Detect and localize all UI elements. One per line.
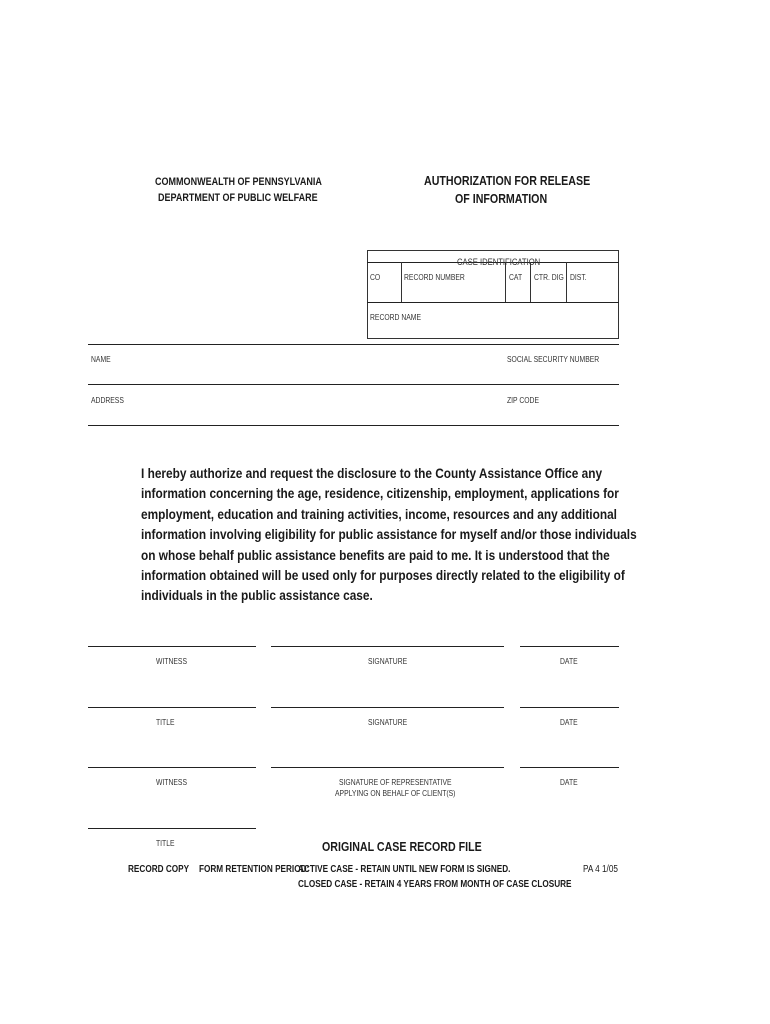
date-label-wrap-3 [560,772,581,790]
signature-label-1: SIGNATURE [368,657,408,666]
co-field[interactable] [370,267,382,285]
title-line-1: AUTHORIZATION FOR RELEASE [424,173,591,188]
address-bottom-line [88,425,619,426]
signature-line-2[interactable] [271,707,504,708]
agency-line-1: COMMONWEALTH OF PENNSYLVANIA [155,176,322,188]
signature-label-2: SIGNATURE [368,718,408,727]
title-line-row2[interactable] [88,707,256,708]
name-top-line [88,344,619,345]
zip-field[interactable] [507,390,545,408]
date-line-2[interactable] [520,707,619,708]
ctr-dig-field[interactable] [534,267,569,285]
title-label-wrap-2 [156,712,178,730]
original-file-wrap [322,838,517,856]
closed-case-wrap [298,874,632,892]
date-label-3: DATE [560,778,578,787]
witness-line-1[interactable] [88,646,256,647]
zip-label: ZIP CODE [507,396,539,405]
record-number-field[interactable] [404,267,476,285]
address-label: ADDRESS [91,396,124,405]
record-copy-wrap [128,859,202,877]
statement-line-4: information involving eligibility for public assistance for myself and/or those individuals [141,527,637,544]
original-case-record-file: ORIGINAL CASE RECORD FILE [322,839,482,854]
dist-field[interactable] [570,267,590,285]
retention-period-label: FORM RETENTION PERIOD: [199,864,310,875]
statement-line-3: employment, education and training activities, income, resources and any additional [141,506,617,523]
title-line-row4[interactable] [88,828,256,829]
form-title-2 [455,190,567,208]
department-name [158,188,353,206]
date-line-3[interactable] [520,767,619,768]
record-name-field[interactable] [370,307,430,325]
co-label: CO [370,273,381,282]
representative-label-line-2: APPLYING ON BEHALF OF CLIENT(S) [335,789,456,798]
col-divider-co [401,262,402,302]
record-name-label: RECORD NAME [370,313,422,322]
witness-label-1: WITNESS [156,657,187,666]
witness-line-3[interactable] [88,767,256,768]
title-label-2: TITLE [156,718,175,727]
signature-label-wrap-1 [368,651,414,669]
cat-label: CAT [509,273,523,282]
address-field[interactable] [91,390,130,408]
record-number-label: RECORD NUMBER [404,273,465,282]
signature-line-1[interactable] [271,646,504,647]
statement-line-1: I hereby authorize and request the disclosure to the County Assistance Office any [141,466,603,482]
ssn-field[interactable] [507,349,615,367]
date-label-wrap-2 [560,712,581,730]
statement-line-6: information obtained will be used only for purposes directly related to the eligibility of [141,568,625,585]
authorization-statement [141,464,637,607]
form-id: PA 4 1/05 [583,864,618,875]
agency-line-2: DEPARTMENT OF PUBLIC WELFARE [158,192,318,204]
rep-label-wrap-2 [335,783,477,801]
form-title [424,172,627,190]
date-line-1[interactable] [520,646,619,647]
witness-label-3: WITNESS [156,778,187,787]
address-top-line [88,384,619,385]
signature-label-wrap-2 [368,712,414,730]
form-id-wrap [583,859,626,877]
name-field[interactable] [91,349,114,367]
dist-label: DIST. [570,273,587,282]
ssn-label: SOCIAL SECURITY NUMBER [507,355,600,364]
closed-case-note: CLOSED CASE - RETAIN 4 YEARS FROM MONTH OF CASE CLOSURE [298,879,572,890]
record-copy: RECORD COPY [128,864,190,875]
title-label-wrap-4 [156,833,178,851]
statement-line-5: on whose behalf public assistance benefits are paid to me. It is understood that the [141,547,610,564]
statement-line-2: information concerning the age, residence, citizenship, employment, applications for [141,486,619,503]
date-label-2: DATE [560,718,578,727]
title-label-4: TITLE [156,839,175,848]
record-number-divider [367,302,619,303]
statement-line-7: individuals in the public assistance case. [141,588,373,605]
name-label: NAME [91,355,111,364]
active-case-note: ACTIVE CASE - RETAIN UNTIL NEW FORM IS SIGNED. [298,864,511,875]
representative-signature-line[interactable] [271,767,504,768]
witness-label-wrap-1 [156,651,192,669]
cat-field[interactable] [509,267,524,285]
ctr-dig-label: CTR. DIG [534,273,564,282]
representative-label-line-1: SIGNATURE OF REPRESENTATIVE [339,778,452,787]
witness-label-wrap-3 [156,772,192,790]
date-label-wrap-1 [560,651,581,669]
case-id-heading: CASE IDENTIFICATION [457,257,541,267]
date-label-1: DATE [560,657,578,666]
title-line-2: OF INFORMATION [455,191,548,206]
